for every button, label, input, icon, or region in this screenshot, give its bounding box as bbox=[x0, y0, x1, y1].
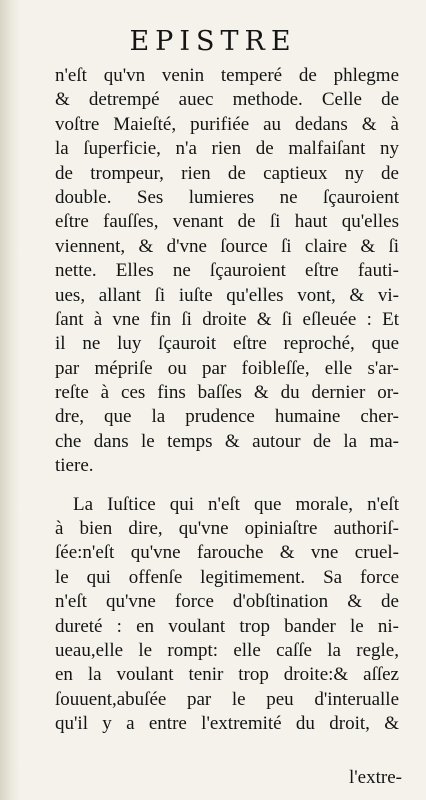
text-line: dureté : en voulant trop bander le ni- bbox=[55, 615, 399, 637]
text-line: double. Ses lumieres ne ſçauroient bbox=[55, 186, 399, 208]
text-line: la ſuperficie, n'a rien de malfaiſant ny bbox=[55, 138, 399, 160]
paragraph bbox=[55, 493, 399, 737]
text-line: reſte à ces fins baſſes & du dernier or- bbox=[55, 382, 399, 404]
text-line: viennent, & d'vne ſource ſi claire & ſi bbox=[55, 235, 399, 257]
text-line: eſtre fauſſes, venant de ſi haut qu'elles bbox=[55, 211, 399, 233]
text-line: ueau,elle le rompt: elle caſſe la regle, bbox=[55, 639, 399, 661]
text-line: par mépriſe ou par foibleſſe, elle s'ar- bbox=[55, 357, 399, 379]
text-line: voſtre Maieſté, purifiée au dedans & à bbox=[55, 113, 399, 135]
text-line: qu'il y a entre l'extremité du droit, & bbox=[55, 713, 399, 735]
body-text bbox=[55, 64, 399, 737]
paragraph-gap bbox=[55, 479, 399, 493]
text-line: à bien dire, qu'vne opiniaſtre authoriſ- bbox=[55, 518, 399, 540]
text-line: ſant à vne fin ſi droite & ſi eſleuée : Et bbox=[55, 308, 399, 330]
catchword: l'extre- bbox=[348, 767, 402, 788]
text-line: & detrempé auec methode. Celle de bbox=[55, 89, 399, 111]
page-gutter-shadow bbox=[0, 0, 20, 800]
text-line: ſée:n'eſt qu'vne farouche & vne cruel- bbox=[55, 542, 399, 564]
text-line: che dans le temps & autour de la ma- bbox=[55, 430, 399, 452]
text-line: ues, allant ſi iuſte qu'elles vont, & vi- bbox=[55, 284, 399, 306]
text-line: ſouuent,abuſée par le peu d'interualle bbox=[55, 688, 399, 710]
text-line: nette. Elles ne ſçauroient eſtre fauti- bbox=[55, 260, 399, 282]
text-line: tiere. bbox=[55, 455, 94, 477]
text-line: La Iuſtice qui n'eſt que morale, n'eſt bbox=[73, 493, 399, 515]
text-line: il ne luy ſçauroit eſtre reproché, que bbox=[55, 333, 399, 355]
text-line: le qui offenſe legitimement. Sa force bbox=[55, 566, 399, 588]
text-line: de trompeur, rien de captieux ny de bbox=[55, 162, 399, 184]
text-line: en la voulant tenir trop droite:& aſſez bbox=[55, 664, 399, 686]
text-line: n'eſt qu'vn venin temperé de phlegme bbox=[55, 65, 399, 86]
text-line: dre, que la prudence humaine cher- bbox=[55, 406, 399, 428]
running-header: EPISTRE bbox=[129, 26, 297, 57]
text-line: n'eſt qu'vne force d'obſtination & de bbox=[55, 591, 399, 613]
paragraph bbox=[55, 64, 399, 479]
